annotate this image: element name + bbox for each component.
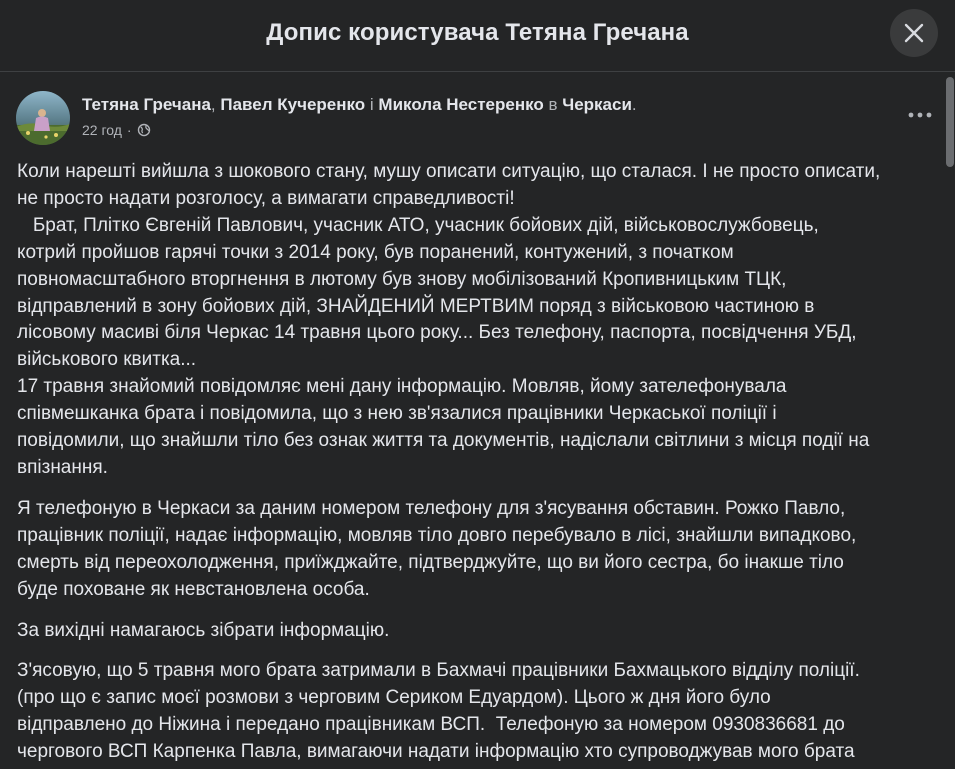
post-meta xyxy=(82,122,151,138)
text-line: смерть від переохолодження, приїжджайте, підтверджуйте, що ви його сестра, бо інакше тіло xyxy=(17,551,844,573)
authors-end: . xyxy=(631,95,637,114)
author-link-3[interactable]: Микола Нестеренко xyxy=(378,95,544,114)
text-line: працівник поліції, надає інформацію, мовляв тіло довго перебувало в лісі, знайшли випадково, xyxy=(17,524,857,546)
paragraph-3 xyxy=(17,618,947,645)
post-scroll-area[interactable] xyxy=(0,73,955,769)
close-button[interactable] xyxy=(890,9,938,57)
text-line: повідомили, що знайшли тіло без ознак життя та документів, надіслали світлини з місця події на xyxy=(17,430,870,452)
paragraph-1 xyxy=(17,159,947,482)
text-line: За вихідні намагаюсь зібрати інформацію. xyxy=(17,619,390,641)
text-line: військового квитка... xyxy=(17,349,197,371)
text-line: Я телефоную в Черкаси за даним номером телефону для з'ясування обставин. Рожко Павло, xyxy=(17,497,846,519)
text-line: не просто надати розголосу, а вимагати справедливості! xyxy=(17,187,515,209)
location-preposition: в xyxy=(543,95,563,114)
text-line: 17 травня знайомий повідомляє мені дану інформацію. Мовляв, йому зателефонувала xyxy=(17,376,787,398)
paragraph-2 xyxy=(17,496,947,604)
author-link-1[interactable]: Тетяна Гречана xyxy=(82,95,211,114)
paragraph-4 xyxy=(17,658,947,766)
text-line: чергового ВСП Карпенка Павла, вимагаючи надати інформацію хто супроводжував мого брата xyxy=(17,741,855,763)
avatar[interactable] xyxy=(16,91,70,145)
globe-icon[interactable] xyxy=(137,123,151,137)
post-timestamp[interactable]: 22 год xyxy=(82,122,122,138)
authors-conjunction: і xyxy=(365,95,379,114)
meta-dot: · xyxy=(126,122,132,138)
text-line: Брат, Плітко Євгеній Павлович, учасник АТО, учасник бойових дій, військовослужбовець, xyxy=(17,214,819,236)
scrollbar-thumb[interactable] xyxy=(946,77,954,167)
text-line: повномасштабного вторгнення в лютому був знову мобілізований Кропивницьким ТЦК, xyxy=(17,268,787,290)
avatar-photo xyxy=(16,91,70,145)
text-line: котрий пройшов гарячі точки з 2014 року, був поранений, контужений, з початком xyxy=(17,241,734,263)
dialog-header xyxy=(0,0,955,72)
text-line: впізнання. xyxy=(17,456,108,478)
text-line: буде поховане як невстановлена особа. xyxy=(17,578,370,600)
text-line: З'ясовую, що 5 травня мого брата затримали в Бахмачі працівники Бахмацького відділу поліції. xyxy=(17,660,860,682)
post-authors xyxy=(82,95,637,115)
post-body xyxy=(17,159,947,766)
more-options-button[interactable] xyxy=(902,98,938,134)
author-link-2[interactable]: Павел Кучеренко xyxy=(220,95,366,114)
text-line: співмешканка брата і повідомила, що з нею зв'язалися працівники Черкаської поліції і xyxy=(17,403,777,425)
dialog-title: Допис користувача Тетяна Гречана xyxy=(266,19,689,46)
text-line: лісовому масиві біля Черкас 14 травня цього року... Без телефону, паспорта, посвідчення УБД, xyxy=(17,322,857,344)
text-line: Коли нарешті вийшла з шокового стану, мушу описати ситуацію, що сталася. І не просто описати, xyxy=(17,161,881,182)
authors-separator: , xyxy=(210,95,221,114)
close-icon xyxy=(903,22,925,44)
more-icon xyxy=(908,112,932,118)
text-line: (про що є запис моєї розмови з черговим Сериком Едуардом). Цього ж дня його було xyxy=(17,687,771,709)
post-header xyxy=(16,90,936,146)
location-link[interactable]: Черкаси xyxy=(562,95,632,114)
text-line: відправлено до Ніжина і передано працівникам ВСП. Телефоную за номером 0930836681 до xyxy=(17,714,845,736)
text-line: відправлений в зону бойових дій, ЗНАЙДЕНИЙ МЕРТВИМ поряд з військовою частиною в xyxy=(17,295,815,317)
